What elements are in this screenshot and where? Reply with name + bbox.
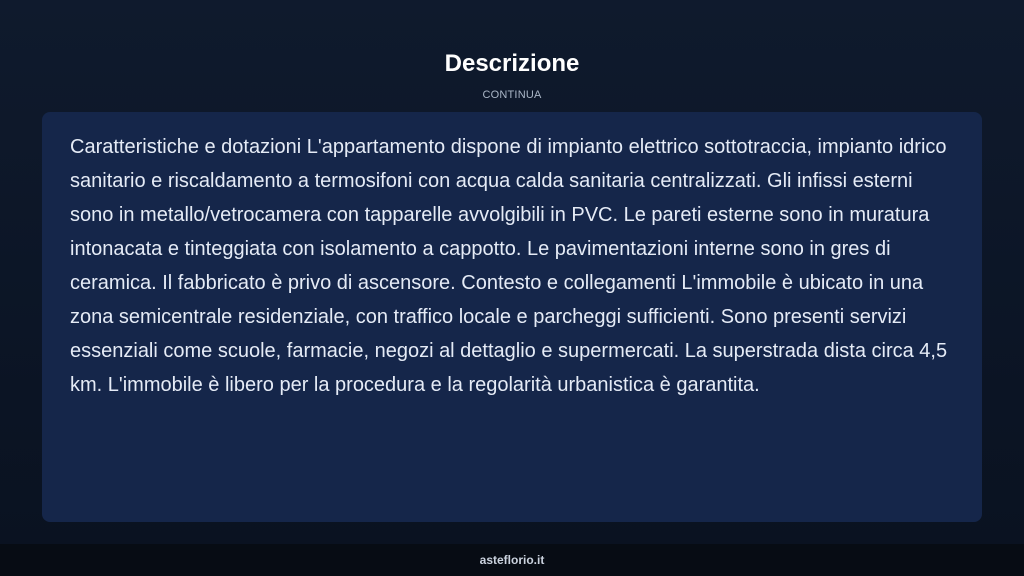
page-title: Descrizione	[444, 50, 580, 77]
continue-label: CONTINUA	[482, 89, 542, 101]
footer-brand: asteflorio.it	[479, 553, 545, 567]
footer-bar	[0, 544, 1024, 576]
page-header	[0, 48, 1024, 102]
description-card	[42, 112, 982, 522]
description-text: Caratteristiche e dotazioni L'appartamento dispone di impianto elettrico sottotraccia, impianto idrico sanitario e riscaldamento a termosifoni con acqua calda sanitaria centralizzati. Gli infissi esterni sono in metallo/vetrocamera con tapparelle avvolgibili in PVC. Le pareti esterne sono in muratura intonacata e tinteggiata con isolamento a cappotto. Le pavimentazioni interne sono in gres di ceramica. Il fabbricato è privo di ascensore. Contesto e collegamenti L'immobile è ubicato in una zona semicentrale residenziale, con traffico locale e parcheggi sufficienti. Sono presenti servizi essenziali come scuole, farmacie, negozi al dettaglio e supermercati. La superstrada dista circa 4,5 km. L'immobile è libero per la procedura e la regolarità urbanistica è garantita.	[70, 136, 948, 396]
